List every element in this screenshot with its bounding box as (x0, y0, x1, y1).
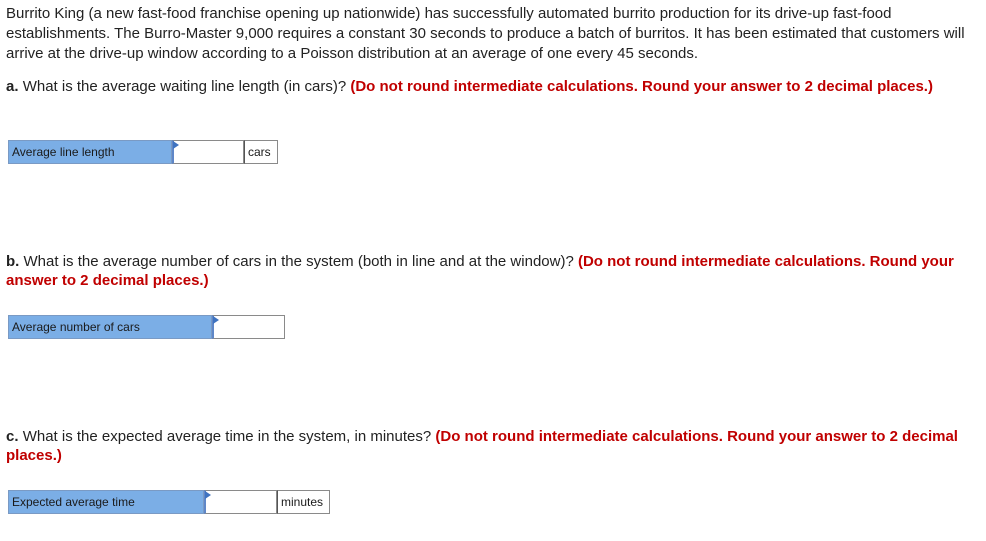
input-flag-icon (205, 491, 211, 499)
answer-input-c-wrap (204, 490, 277, 514)
answer-row-c (8, 490, 330, 514)
row-label-a: Average line length (8, 140, 172, 164)
row-label-b: Average number of cars (8, 315, 212, 339)
question-a-note: (Do not round intermediate calculations. Round your answer to 2 decimal places.) (350, 78, 933, 95)
answer-row-a (8, 140, 278, 164)
input-flag-icon (173, 141, 179, 149)
row-label-c: Expected average time (8, 490, 204, 514)
question-a-text: What is the average waiting line length (in cars)? (22, 78, 347, 95)
answer-input-a[interactable] (172, 140, 244, 164)
question-c (6, 427, 966, 465)
answer-row-b (8, 315, 285, 339)
unit-label-a: cars (244, 140, 278, 164)
question-b-text: What is the average number of cars in the system (both in line and at the window)? (23, 253, 574, 270)
question-c-note: (Do not round intermediate calculations. Round your answer to 2 decimal places.) (6, 428, 958, 464)
question-a-letter: a. (6, 78, 19, 95)
unit-label-c: minutes (277, 490, 330, 514)
answer-input-a-wrap (172, 140, 244, 164)
question-b-note: (Do not round intermediate calculations. Round your answer to 2 decimal places.) (6, 253, 954, 289)
input-flag-icon (213, 316, 219, 324)
problem-statement: Burrito King (a new fast-food franchise opening up nationwide) has successfully automated burrito production for its drive-up fast-food establishments. The Burro-Master 9,000 requires a constant 30 seconds to produce a batch of burritos. It has been estimated that customers will arrive at the drive-up window according to a Poisson distribution at an average of one every 45 seconds. (6, 5, 965, 62)
question-b-letter: b. (6, 253, 20, 270)
question-c-text: What is the expected average time in the system, in minutes? (22, 428, 432, 445)
question-a (6, 77, 966, 96)
answer-input-c[interactable] (204, 490, 277, 514)
question-b (6, 252, 966, 290)
question-c-letter: c. (6, 428, 19, 445)
answer-input-b-wrap (212, 315, 285, 339)
answer-input-b[interactable] (212, 315, 285, 339)
